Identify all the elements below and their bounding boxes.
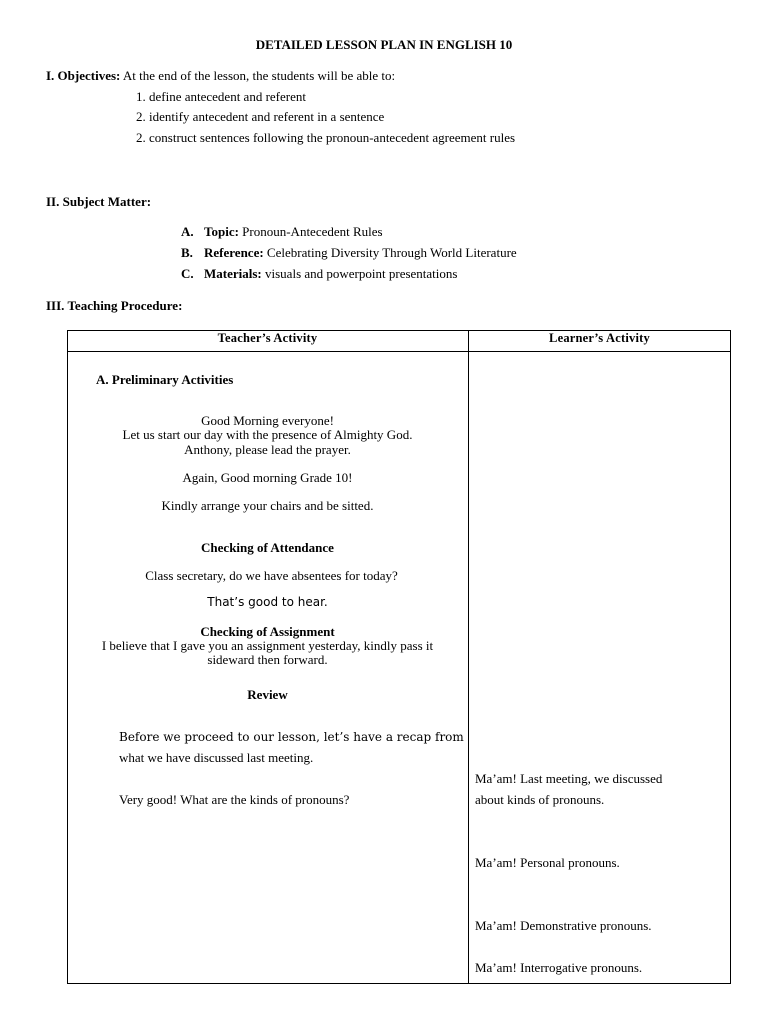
subject-item-reference (181, 246, 517, 259)
objectives-section (46, 69, 395, 82)
objectives-heading: I. Objectives: (46, 68, 121, 83)
objectives-intro: At the end of the lesson, the students will be able to: (122, 68, 396, 83)
subject-item-topic (181, 225, 383, 238)
review-line-2: what we have discussed last meeting. (119, 750, 314, 765)
document-title: DETAILED LESSON PLAN IN ENGLISH 10 (255, 37, 513, 52)
teacher-greeting: Good Morning everyone! (201, 413, 334, 428)
subject-letter: C. (181, 266, 194, 281)
table-column-divider (468, 330, 469, 984)
table-header-divider (67, 351, 731, 352)
assignment-heading: Checking of Assignment (200, 624, 335, 639)
learner-answer-demonstrative: Ma’am! Demonstrative pronouns. (475, 918, 652, 933)
header-learner-activity: Learner’s Activity (549, 331, 650, 345)
objective-item-2: 2. identify antecedent and referent in a sentence (136, 109, 385, 124)
preliminary-activities-heading: A. Preliminary Activities (96, 372, 234, 387)
assignment-line-1: I believe that I gave you an assignment yesterday, kindly pass it (101, 638, 434, 653)
learner-answer-interrogative: Ma’am! Interrogative pronouns. (475, 960, 643, 975)
subject-text: Celebrating Diversity Through World Literature (266, 245, 517, 260)
subject-label: Materials: (204, 266, 262, 281)
subject-letter: A. (181, 224, 194, 239)
kinds-of-pronouns-question: Very good! What are the kinds of pronouns? (119, 792, 350, 807)
objective-item-1: 1. define antecedent and referent (136, 89, 306, 104)
header-teacher-activity: Teacher’s Activity (217, 331, 318, 345)
teacher-greeting-2: Again, Good morning Grade 10! (182, 470, 353, 485)
learner-recap-line-2: about kinds of pronouns. (475, 792, 605, 807)
learner-recap-line-1: Ma’am! Last meeting, we discussed (475, 771, 663, 786)
subject-text: Pronoun-Antecedent Rules (242, 224, 383, 239)
attendance-heading: Checking of Attendance (201, 540, 334, 555)
learner-answer-personal: Ma’am! Personal pronouns. (475, 855, 620, 870)
review-line-1: Before we proceed to our lesson, let’s have a recap from (119, 730, 464, 744)
teacher-arrange-chairs: Kindly arrange your chairs and be sitted. (161, 498, 374, 513)
attendance-response: That’s good to hear. (207, 595, 328, 609)
teacher-prayer-line-1: Let us start our day with the presence of Almighty God. (122, 427, 413, 442)
subject-letter: B. (181, 245, 193, 260)
review-heading: Review (247, 687, 288, 702)
subject-matter-heading: II. Subject Matter: (46, 194, 152, 209)
attendance-question: Class secretary, do we have absentees for today? (145, 568, 398, 583)
subject-label: Reference: (204, 245, 264, 260)
assignment-line-2: sideward then forward. (207, 652, 328, 667)
objective-item-3: 2. construct sentences following the pronoun-antecedent agreement rules (136, 130, 516, 145)
teaching-procedure-heading: III. Teaching Procedure: (46, 298, 183, 313)
subject-item-materials (181, 267, 457, 280)
subject-text: visuals and powerpoint presentations (265, 266, 458, 281)
teacher-prayer-line-2: Anthony, please lead the prayer. (184, 442, 351, 457)
subject-label: Topic: (204, 224, 239, 239)
